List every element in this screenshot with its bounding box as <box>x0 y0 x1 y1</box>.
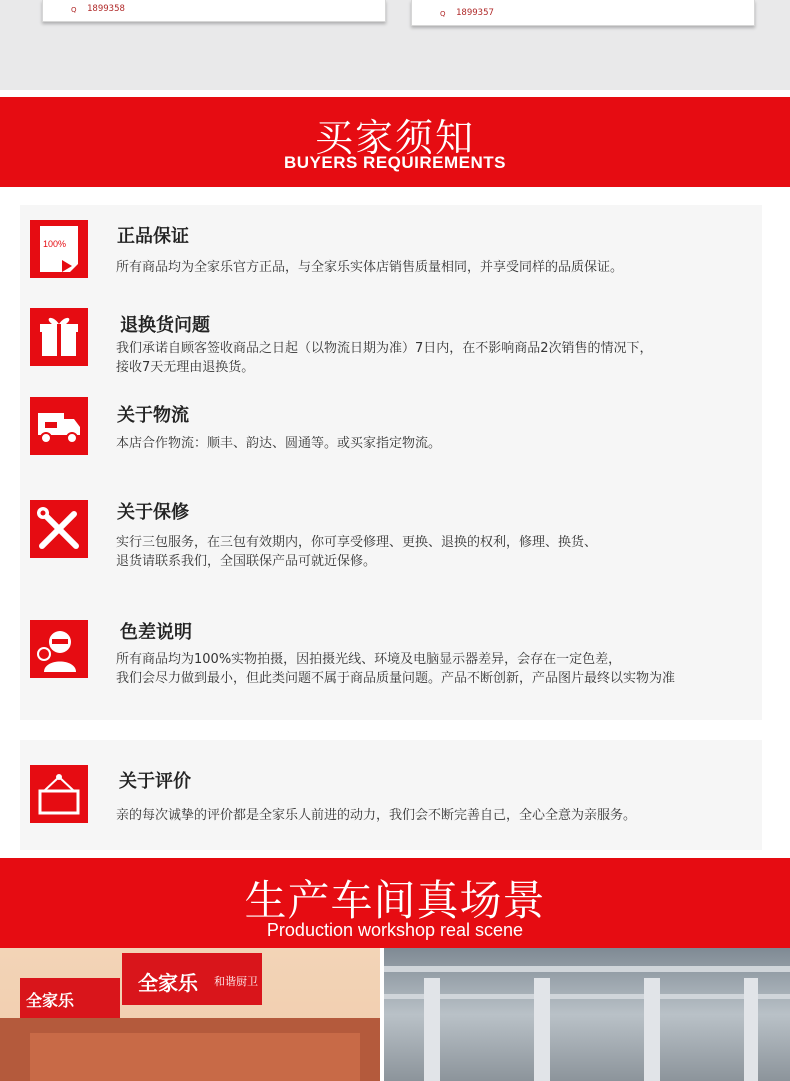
pillar <box>534 978 550 1081</box>
notice-title: 关于保修 <box>117 502 189 523</box>
buyers-requirements-banner <box>0 97 790 187</box>
building-front <box>30 1033 360 1081</box>
ceiling-beam <box>384 966 790 972</box>
ceiling-beam <box>384 994 790 999</box>
previous-section-strip <box>0 0 790 90</box>
notice-text-line: 所有商品均为100%实物拍摄，因拍摄光线、环境及电脑显示器差异，会存在一定色差， <box>116 652 622 667</box>
product-card-left <box>42 0 386 22</box>
notice-text-line: 接收7天无理由退换货。 <box>116 360 255 375</box>
billboard-brand: 全家乐 <box>26 991 75 1010</box>
notice-title: 关于评价 <box>119 771 191 792</box>
notice-text-line: 退货请联系我们，全国联保产品可就近保修。 <box>116 554 377 569</box>
banner-subtitle: BUYERS REQUIREMENTS <box>283 153 507 172</box>
billboard-brand: 全家乐 <box>138 971 198 995</box>
delivery-truck-icon <box>30 397 88 455</box>
production-workshop-banner <box>0 858 790 948</box>
customer-service-icon <box>30 620 88 678</box>
notice-text-line: 我们承诺自顾客签收商品之日起（以物流日期为准）7日内，在不影响商品2次销售的情况下， <box>116 341 653 356</box>
qq-label: Q <box>440 10 446 18</box>
product-code: 1899358 <box>87 4 125 14</box>
product-code: 1899357 <box>456 8 494 18</box>
notice-title: 正品保证 <box>117 226 189 247</box>
pillar <box>644 978 660 1081</box>
billboard <box>20 978 120 1018</box>
notice-title: 关于物流 <box>117 405 189 426</box>
certificate-100-icon <box>30 220 88 278</box>
notice-title: 退换货问题 <box>120 315 210 336</box>
notice-text-line: 本店合作物流：顺丰、韵达、圆通等。或买家指定物流。 <box>116 436 442 451</box>
banner-title: 生产车间真场景 <box>244 876 546 925</box>
billboard <box>122 953 262 1005</box>
gift-box-icon <box>30 308 88 366</box>
notice-text-line: 所有商品均为全家乐官方正品，与全家乐实体店销售质量相同，并享受同样的品质保证。 <box>116 260 624 275</box>
banner-subtitle: Production workshop real scene <box>266 920 524 940</box>
qq-label: Q <box>71 6 77 14</box>
icon-100-text: 100% <box>43 239 67 249</box>
notice-text-line: 实行三包服务，在三包有效期内，你可享受修理、更换、退换的权利，修理、换货、 <box>116 535 598 550</box>
pillar <box>744 978 758 1081</box>
billboard-slogan: 和谐厨卫 <box>214 975 258 988</box>
notice-text-line: 亲的每次诚挚的评价都是全家乐人前进的动力，我们会不断完善自己，全心全意为亲服务。 <box>116 808 637 823</box>
info-panel-review <box>20 740 762 850</box>
notice-title: 色差说明 <box>120 622 192 643</box>
wrench-screwdriver-icon <box>30 500 88 558</box>
hanging-sign-icon <box>30 765 88 823</box>
notice-text-line: 我们会尽力做到最小，但此类问题不属于商品质量问题。产品不断创新，产品图片最终以实物为准 <box>116 671 676 686</box>
pillar <box>424 978 440 1081</box>
banner-title: 买家须知 <box>314 116 475 160</box>
product-card-right <box>411 0 755 26</box>
workshop-interior-photo <box>384 948 790 1081</box>
factory-exterior-photo <box>0 948 380 1081</box>
